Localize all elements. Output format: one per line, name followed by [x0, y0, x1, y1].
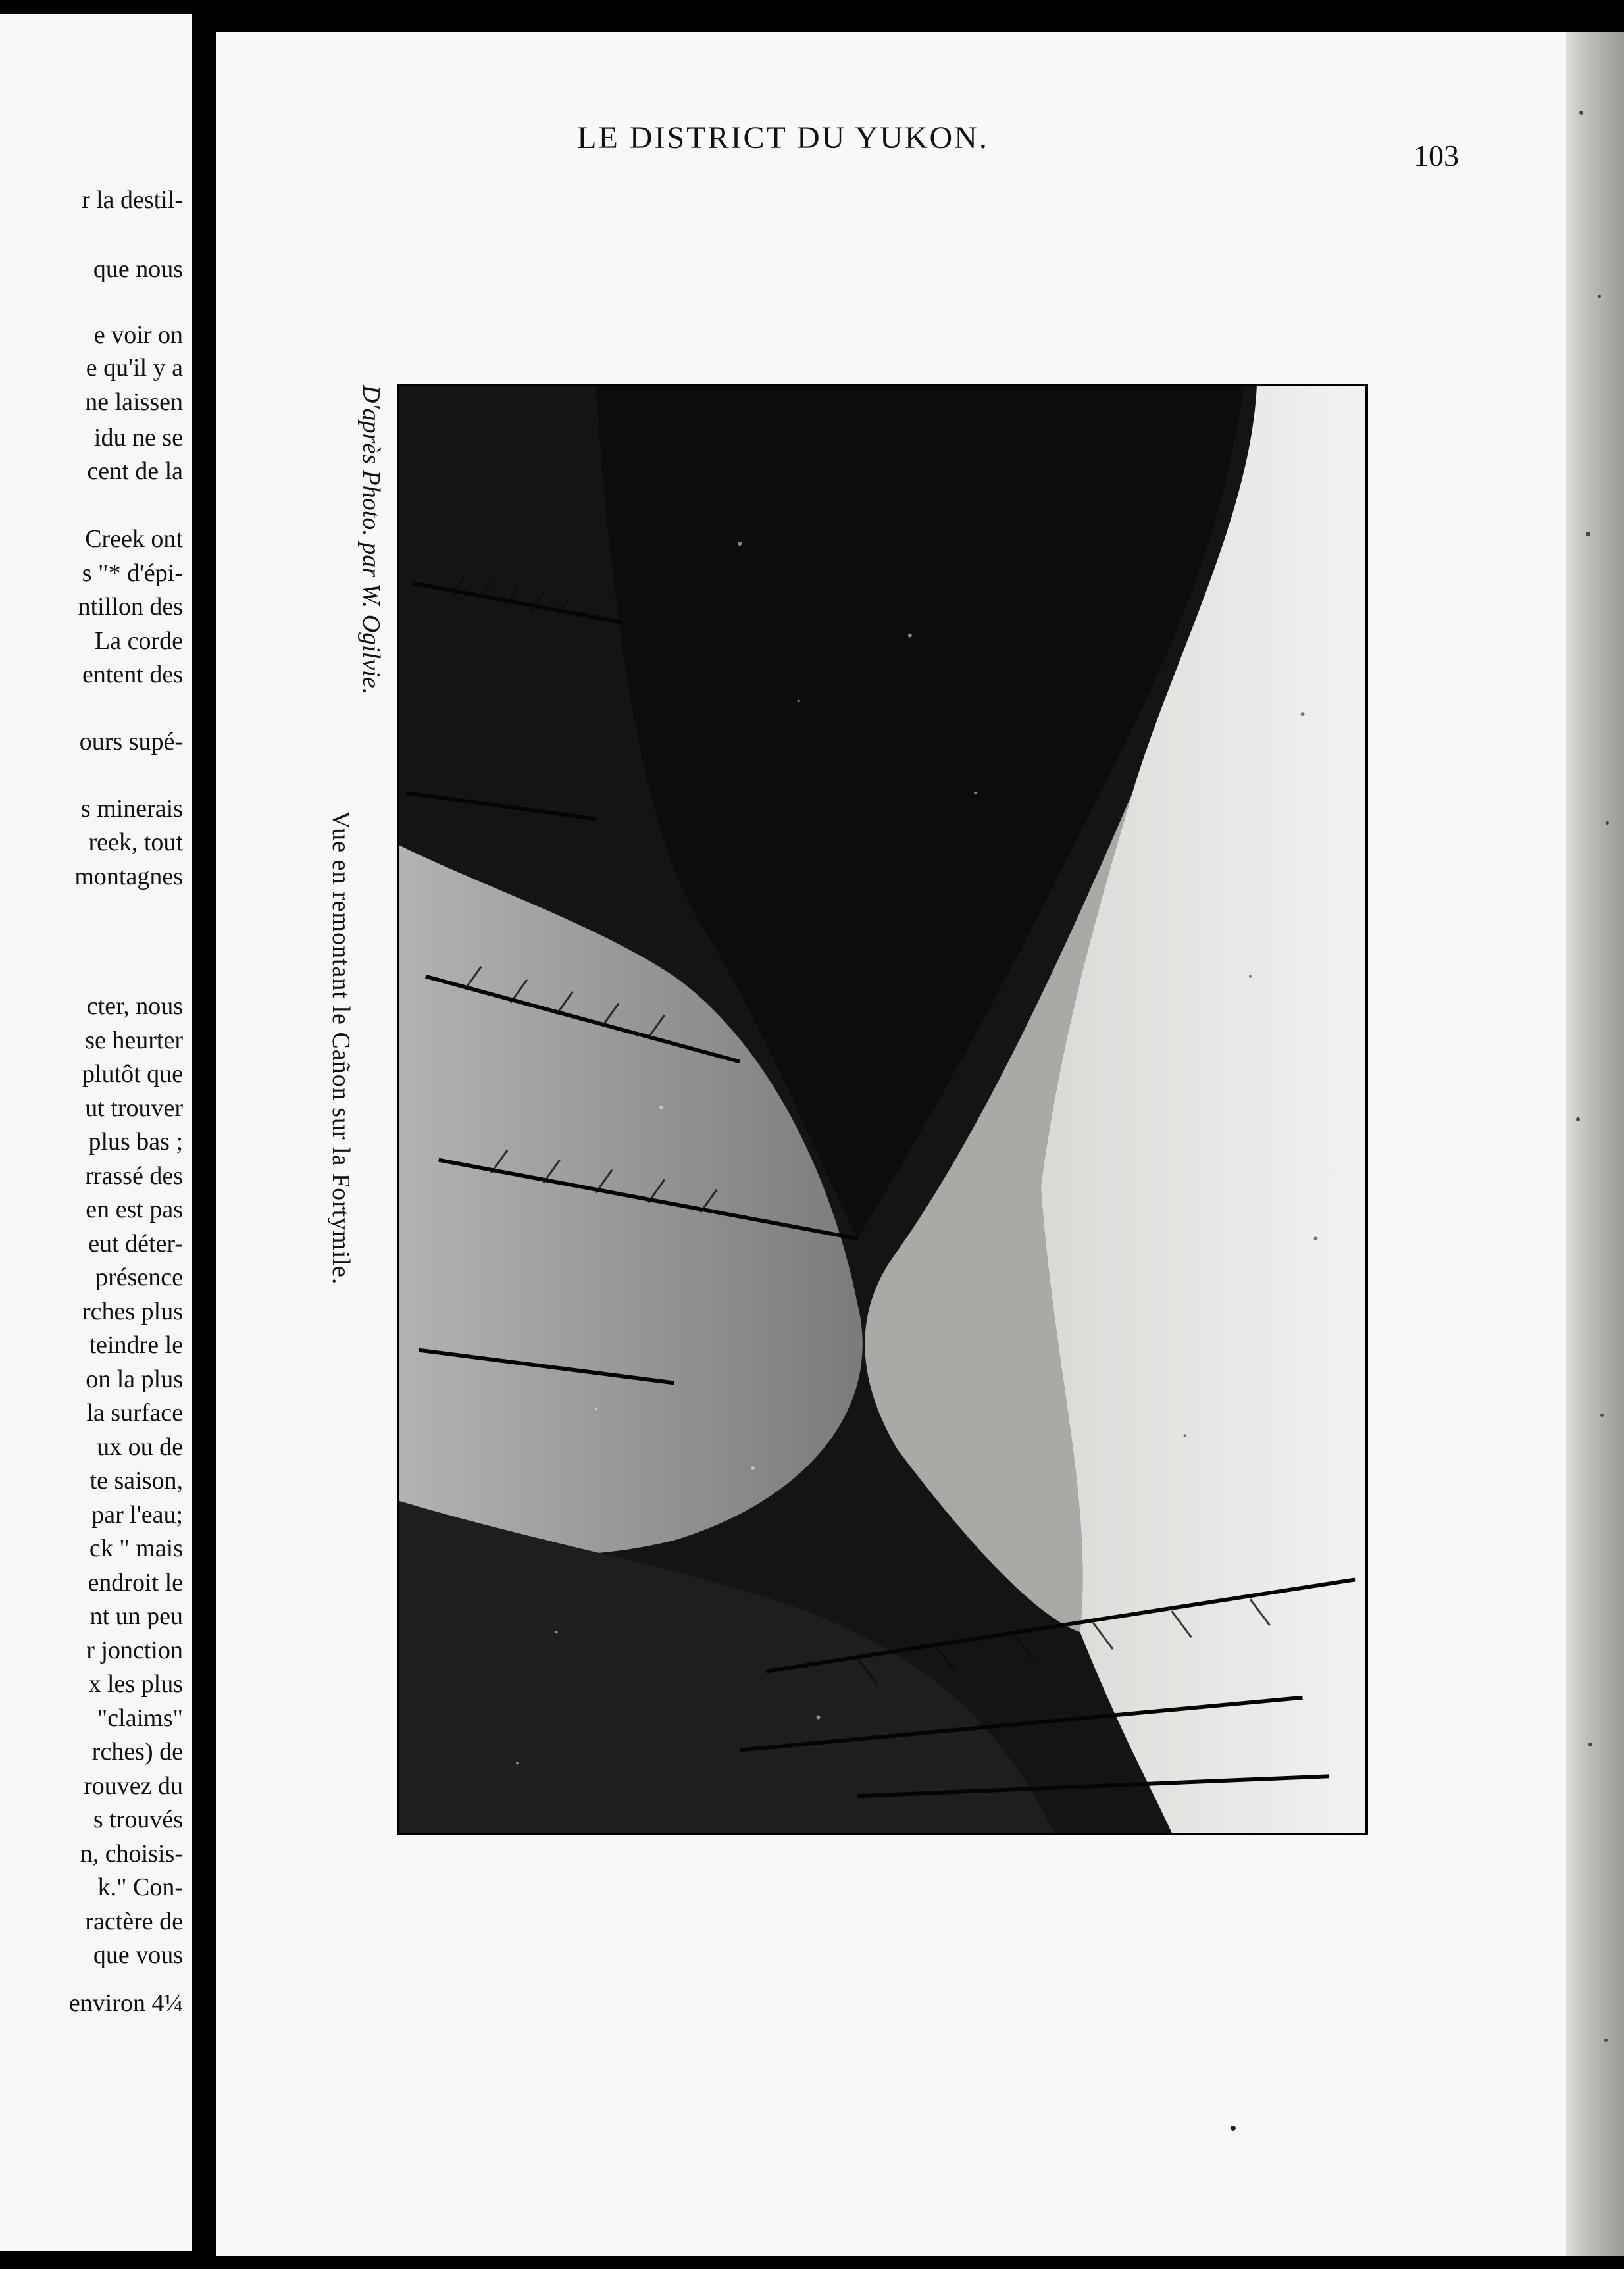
left-page-line: cter, nous: [86, 992, 183, 1020]
previous-page-fragment: [0, 14, 192, 2251]
left-page-line: n, choisis-: [80, 1840, 183, 1868]
left-page-line: nt un peu: [89, 1602, 183, 1630]
paper-speck: [1231, 2126, 1236, 2131]
left-page-line: Creek ont: [85, 525, 183, 553]
canyon-photograph: [397, 384, 1368, 1835]
photo-caption: Vue en remontant le Cañon sur la Fortymile.: [327, 811, 355, 1285]
left-page-line: "claims": [97, 1704, 183, 1732]
running-head: LE DISTRICT DU YUKON.: [577, 120, 989, 155]
left-page-line: r jonction: [86, 1637, 183, 1664]
left-page-line: la surface: [86, 1399, 183, 1427]
page-number: 103: [1413, 139, 1459, 172]
left-page-line: on la plus: [86, 1365, 183, 1393]
left-page-line: rouvez du: [84, 1772, 183, 1800]
left-page-line: présence: [95, 1263, 183, 1291]
left-page-line: se heurter: [85, 1027, 183, 1054]
left-page-line: e qu'il y a: [86, 354, 183, 382]
left-page-line: ne laissen: [85, 388, 183, 416]
left-page-line: teindre le: [89, 1331, 183, 1359]
paper-speck: [997, 53, 1003, 57]
left-page-line: s minerais: [80, 795, 183, 823]
canyon-photograph-image: [399, 386, 1365, 1833]
left-page-line: r la destil-: [81, 186, 183, 214]
left-page-line: k." Con-: [97, 1874, 183, 1901]
left-page-line: entent des: [82, 661, 183, 688]
left-page-line: que vous: [93, 1941, 183, 1969]
left-page-line: ck " mais: [89, 1535, 183, 1562]
left-page-line: par l'eau;: [91, 1501, 183, 1529]
left-page-line: te saison,: [89, 1467, 183, 1494]
left-page-line: plus bas ;: [88, 1128, 183, 1156]
left-page-line: ours supé-: [79, 728, 183, 755]
left-page-line: ntillon des: [78, 593, 183, 621]
book-gutter: [192, 0, 216, 2269]
left-page-line: que nous: [93, 255, 183, 283]
left-page-line: rches) de: [91, 1738, 183, 1766]
left-page-line: s "* d'épi-: [82, 559, 183, 587]
left-page-line: environ 4¼: [68, 1989, 183, 2017]
left-page-line: reek, tout: [88, 829, 183, 856]
page-edge: [1566, 32, 1624, 2256]
left-page-line: ractère de: [85, 1908, 183, 1935]
left-page-line: x les plus: [88, 1670, 183, 1698]
photo-credit: D'après Photo. par W. Ogilvie.: [357, 385, 385, 695]
left-page-line: rches plus: [82, 1298, 183, 1325]
left-page-line: s trouvés: [93, 1806, 183, 1833]
left-page-line: en est pas: [86, 1196, 183, 1223]
left-page-line: ut trouver: [85, 1094, 183, 1122]
left-page-line: plutôt que: [82, 1060, 183, 1088]
left-page-line: cent de la: [87, 457, 183, 485]
left-page-line: idu ne se: [93, 424, 183, 451]
left-page-line: ux ou de: [97, 1433, 183, 1461]
left-page-line: rrassé des: [85, 1162, 183, 1190]
left-page-line: montagnes: [74, 863, 183, 890]
left-page-line: eut déter-: [88, 1230, 183, 1258]
left-page-line: La corde: [95, 627, 183, 655]
left-page-line: e voir on: [93, 321, 183, 349]
left-page-line: endroit le: [88, 1569, 183, 1596]
